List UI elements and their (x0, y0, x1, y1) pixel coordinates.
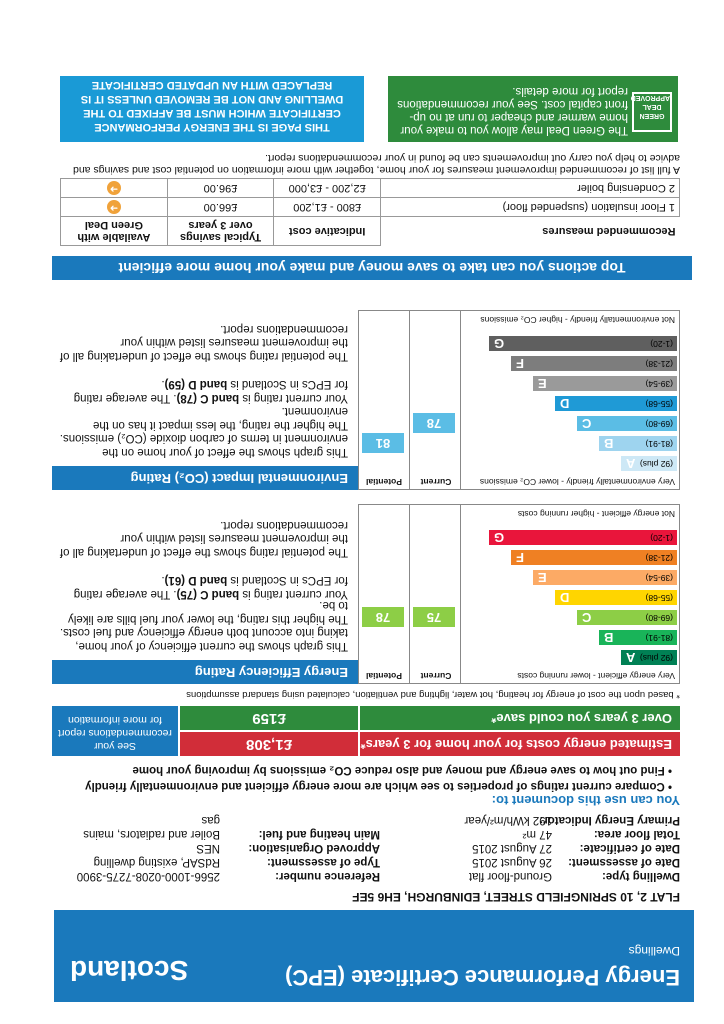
environmental-title: Environmental Impact (CO₂) Rating (52, 466, 358, 490)
property-address: FLAT 2, 10 SPRINGFIELD STREET, EDINBURGH, EH6 5EF (352, 890, 680, 904)
environmental-text-2 (58, 377, 348, 404)
date-assessment-value: 26 August 2015 (472, 856, 552, 868)
estimated-costs-label: Estimated energy costs for your home for 3 years* (360, 732, 680, 756)
eff-t2d: band D (61) (164, 574, 228, 587)
environmental-band-a (621, 456, 677, 471)
top-actions-title: Top actions you can take to save money and make your home more efficient (52, 256, 692, 280)
col-savings: Typical savings over 3 years (167, 217, 273, 246)
page-title: Energy Performance Certificate (EPC) (285, 965, 680, 990)
eff-t2e: . (161, 574, 165, 587)
dwelling-type-value: Ground-floor flat (468, 870, 552, 882)
environmental-divider-1 (460, 311, 461, 489)
property-details (60, 812, 680, 882)
efficiency-band-range: (55-68) (645, 593, 673, 603)
efficiency-divider-1 (460, 505, 461, 683)
env-t2c: . The average rating for EPCs in Scotland is (73, 378, 348, 404)
primary-energy-value: 192 kWh/m²/year (464, 814, 552, 826)
efficiency-band-letter: A (626, 650, 636, 665)
use-bullet-1: • Compare current ratings of properties to see which are more energy efficient and environmentally friendly (85, 780, 672, 792)
row-1-cost: £800 - £1,200 (274, 198, 381, 217)
savings-value: £159 (180, 706, 360, 730)
environmental-band-letter: B (604, 436, 614, 451)
efficiency-band-letter: F (516, 550, 524, 565)
dwelling-type-label: Dwelling type: (602, 870, 680, 882)
estimated-costs-value: £1,308 (180, 732, 360, 756)
environmental-band-range: (81-91) (645, 439, 673, 449)
efficiency-col-potential: Potential (366, 671, 402, 681)
row-1-savings: £66.00 (167, 198, 273, 217)
date-assessment-label: Date of assessment: (568, 856, 680, 868)
efficiency-divider-2 (409, 505, 410, 683)
efficiency-band-e (533, 570, 677, 585)
primary-energy-label: Primary Energy Indicator: (539, 814, 680, 826)
table-header-row (61, 217, 680, 246)
efficiency-band-c (577, 610, 677, 625)
efficiency-band-range: (21-38) (645, 553, 673, 563)
environmental-potential-rating: 81 (362, 433, 404, 453)
table-row (61, 198, 680, 217)
date-certificate-value: 27 August 2015 (472, 842, 552, 854)
efficiency-bottom-caption: Not energy efficient - higher running costs (517, 509, 675, 519)
savings-label: Over 3 years you could save* (360, 706, 680, 730)
environmental-top-caption: Very environmentally friendly - lower CO₂ emissions (479, 477, 675, 487)
certificate-warning: THIS PAGE IS THE ENERGY PERFORMANCE CERTIFICATE WHICH MUST BE AFFIXED TO THE DWELLING AND NOT BE REMOVED UNLESS IT IS REPLACED WITH AN UPDATED CERTIFICATE (60, 76, 364, 142)
environmental-band-letter: G (494, 336, 505, 351)
row-2-savings: £96.00 (167, 179, 273, 198)
efficiency-band-range: (92 plus) (639, 653, 673, 663)
efficiency-text-3: The potential rating shows the effect of undertaking all of the improvement measures listed within your recommendations report. (59, 519, 348, 558)
col-measures: Recommended measures (542, 225, 676, 238)
green-deal-icon: ➜ (107, 181, 121, 195)
environmental-band-range: (55-68) (645, 399, 673, 409)
environmental-col-potential: Potential (366, 477, 402, 487)
environmental-text-3: The potential rating shows the effect of undertaking all of the improvement measures listed within your recommendations report. (59, 323, 348, 362)
efficiency-potential-rating: 78 (362, 607, 404, 627)
efficiency-chart (358, 504, 680, 684)
approved-org-value: NES (196, 842, 220, 854)
env-t2d: band D (59) (164, 378, 228, 391)
environmental-band-letter: E (538, 376, 547, 391)
row-2-cost: £2,200 - £3,000 (274, 179, 381, 198)
efficiency-current-rating: 75 (413, 607, 455, 627)
table-row (61, 179, 680, 198)
efficiency-band-letter: G (494, 530, 505, 545)
efficiency-text-2 (58, 573, 348, 600)
green-deal-logo-icon: GREEN DEAL APPROVED (632, 92, 672, 132)
col-green-deal: Available with Green Deal (61, 217, 168, 246)
reference-label: Reference number: (275, 870, 380, 882)
row-2-measure: 2 Condensing boiler (381, 179, 680, 198)
environmental-band-range: (69-80) (645, 419, 673, 429)
reference-value: 2566-1000-0208-7275-3900 (76, 870, 220, 882)
environmental-band-letter: D (560, 396, 570, 411)
recommendations-table (60, 178, 680, 246)
heating-label: Main heating and fuel: (258, 828, 380, 840)
use-bullet-2-text: Find out how to save energy and money and also reduce CO₂ emissions by improving your home (132, 764, 665, 776)
efficiency-band-range: (81-91) (645, 633, 673, 643)
efficiency-band-range: (1-20) (650, 533, 673, 543)
heating-value-2: gas (201, 814, 220, 826)
green-deal-box: The Green Deal may allow you to make your home warmer and cheaper to run at no up-front capital cost. See your recommendations report for more details. (388, 76, 678, 142)
page-subtitle: Dwellings (628, 944, 680, 958)
efficiency-band-a (621, 650, 677, 665)
env-t2a: Your current rating is (239, 392, 348, 404)
environmental-band-range: (21-38) (645, 359, 673, 369)
use-bullet-2: • Find out how to save energy and money and also reduce CO₂ emissions by improving your home (132, 764, 672, 776)
environmental-band-range: (1-20) (650, 339, 673, 349)
efficiency-text-1: This graph shows the current efficiency of your home, taking into account both energy efficiency and fuel costs. The higher this rating, the lower your fuel bills are likely to be. (59, 599, 348, 652)
efficiency-col-current: Current (420, 671, 452, 681)
efficiency-band-f (511, 550, 677, 565)
use-document-heading: You can use this document to: (491, 793, 680, 808)
environmental-band-b (599, 436, 677, 451)
efficiency-band-letter: C (582, 610, 592, 625)
floor-area-label: Total floor area: (593, 828, 680, 840)
efficiency-band-letter: B (604, 630, 614, 645)
efficiency-band-b (599, 630, 677, 645)
row-1-green-deal (61, 198, 168, 217)
environmental-band-letter: F (516, 356, 524, 371)
full-list-text: A full list of recommended improvement measures for your home, together with more information on potential cost and savings and advice to help you carry out improvements can be found in your recommendations report. (73, 152, 680, 176)
row-2-green-deal (61, 179, 168, 198)
heating-value-1: Boiler and radiators, mains (83, 828, 220, 840)
use-bullet-1-text: Compare current ratings of properties to see which are more energy efficient and environmentally friendly (85, 780, 665, 792)
environmental-current-rating: 78 (413, 413, 455, 433)
date-certificate-label: Date of certificate: (579, 842, 680, 854)
costs-footnote: * based upon the cost of energy for heating, hot water, lighting and ventilation, calculated using standard assumptions (186, 689, 680, 700)
efficiency-band-range: (69-80) (645, 613, 673, 623)
country-label: Scotland (70, 955, 189, 986)
environmental-band-d (555, 396, 677, 411)
environmental-band-e (533, 376, 677, 391)
header-banner (54, 910, 694, 1002)
assessment-type-value: RdSAP, existing dwelling (93, 856, 220, 868)
col-cost: Indicative cost (274, 217, 381, 246)
efficiency-band-range: (39-54) (645, 573, 673, 583)
floor-area-value: 47 m² (522, 828, 552, 840)
environmental-text-1: This graph shows the effect of your home on the environment in terms of carbon dioxide (CO₂) emissions. The higher the rating, the less impact it has on the environment. (59, 405, 348, 458)
green-deal-icon: ➜ (107, 200, 121, 214)
environmental-divider-2 (409, 311, 410, 489)
environmental-bottom-caption: Not environmentally friendly - higher CO₂ emissions (480, 315, 675, 325)
assessment-type-label: Type of assessment: (267, 856, 380, 868)
see-recommendations-box: See your recommendations report for more information (52, 706, 178, 756)
environmental-chart (358, 310, 680, 490)
eff-t2b: band C (75) (176, 588, 240, 600)
environmental-band-g (489, 336, 677, 351)
approved-org-label: Approved Organisation: (248, 842, 380, 854)
environmental-col-current: Current (420, 477, 452, 487)
eff-t2a: Your current rating is (239, 588, 348, 600)
efficiency-band-d (555, 590, 677, 605)
environmental-band-range: (39-54) (645, 379, 673, 389)
env-t2b: band C (78) (176, 392, 240, 404)
environmental-band-letter: A (626, 456, 636, 471)
eff-t2c: . The average rating for EPCs in Scotland is (73, 574, 348, 600)
env-t2e: . (161, 378, 165, 391)
environmental-band-letter: C (582, 416, 592, 431)
efficiency-band-letter: E (538, 570, 547, 585)
row-1-measure: 1 Floor insulation (suspended floor) (381, 198, 680, 217)
efficiency-top-caption: Very energy efficient - lower running costs (517, 671, 675, 681)
efficiency-band-letter: D (560, 590, 570, 605)
environmental-band-c (577, 416, 677, 431)
environmental-band-f (511, 356, 677, 371)
environmental-band-range: (92 plus) (639, 459, 673, 469)
efficiency-title: Energy Efficiency Rating (52, 660, 358, 684)
efficiency-band-g (489, 530, 677, 545)
